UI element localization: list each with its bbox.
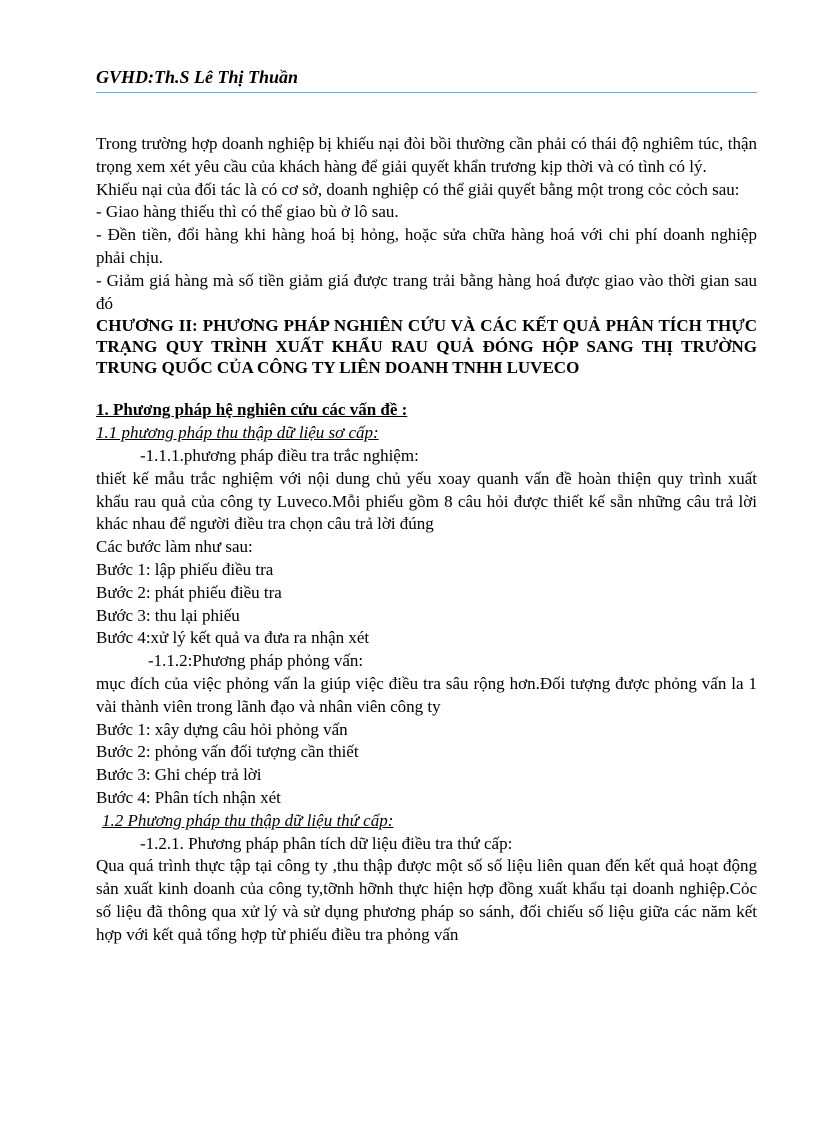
bullet-item: - Giảm giá hàng mà số tiền giảm giá được trang trải bằng hàng hoá được giao vào thời gian sau đó — [96, 270, 757, 313]
subsubsection-heading: -1.1.2:Phương pháp phỏng vấn: — [148, 651, 364, 671]
subsubsection-heading: -1.1.1.phương pháp điều tra trắc nghiệm: — [140, 445, 419, 465]
header-title: GVHD:Th.S Lê Thị Thuần — [96, 67, 299, 87]
step-item: Bước 4:xử lý kết quả va đưa ra nhận xét — [96, 628, 370, 648]
intro-paragraph: Trong trường hợp doanh nghiệp bị khiếu nại đòi bồi thường cần phải có thái độ nghiêm túc, thận trọng xem xét yêu cầu của khách hàng để giải quyết khẩn trương kịp thời và có tình có lý. — [96, 134, 757, 176]
step-item: Bước 1: lập phiếu điều tra — [96, 559, 274, 579]
spacer — [96, 378, 757, 399]
bullet-item: - Đền tiền, đổi hàng khi hàng hoá bị hỏng, hoặc sửa chữa hàng hoá với chi phí doanh nghiệp phải chịu. — [96, 225, 757, 267]
header-divider — [96, 92, 757, 93]
subsection-heading: 1.1 phương pháp thu thập dữ liệu sơ cấp: — [96, 423, 379, 443]
document-body — [96, 133, 757, 947]
steps-intro: Các bước làm như sau: — [96, 537, 253, 557]
subsubsection-heading: -1.2.1. Phương pháp phân tích dữ liệu điều tra thứ cấp: — [140, 833, 513, 853]
step-item: Bước 1: xây dựng câu hỏi phỏng vấn — [96, 719, 348, 739]
chapter-title: CHƯƠNG II: PHƯƠNG PHÁP NGHIÊN CỨU VÀ CÁC KẾT QUẢ PHÂN TÍCH THỰC TRẠNG QUY TRÌNH XUẤT KHẨU RAU QUẢ ĐÓNG HỘP SANG THỊ TRƯỜNG TRUNG QUỐC CỦA CÔNG TY LIÊN DOANH TNHH LUVECO — [96, 316, 757, 378]
step-item: Bước 2: phát phiếu điều tra — [96, 582, 282, 602]
interview-paragraph: mục đích của việc phỏng vấn la giúp việc điều tra sâu rộng hơn.Đối tượng được phỏng vấn la 1 vài thành viên trong lãnh đạo và nhân viên công ty — [96, 673, 757, 716]
step-item: Bước 3: thu lại phiếu — [96, 605, 240, 625]
step-item: Bước 2: phỏng vấn đối tượng cần thiết — [96, 742, 359, 762]
complaint-paragraph: Khiếu nại của đối tác là có cơ sở, doanh nghiệp có thể giải quyết bằng một trong cỏc cỏch sau: — [96, 179, 740, 199]
bullet-item: - Giao hàng thiếu thì có thể giao bù ở lô sau. — [96, 202, 399, 222]
step-item: Bước 4: Phân tích nhận xét — [96, 787, 281, 807]
secondary-data-paragraph: Qua quá trình thực tập tại công ty ,thu thập được một số số liệu liên quan đến kết quả hoạt động sản xuất kinh doanh của công ty,tỡnh hỡnh thực hiện hợp đồng xuất khẩu tại doanh nghiệp.Cỏc số liệu đã thông qua xử lý và sử dụng phương pháp so sánh, đối chiếu số liệu giữa các năm kết hợp với kết quả tổng hợp từ phiếu điều tra phỏng vấn — [96, 856, 757, 944]
page-header — [96, 66, 757, 88]
section-heading: 1. Phương pháp hệ nghiên cứu các vấn đề : — [96, 400, 408, 420]
step-item: Bước 3: Ghi chép trả lời — [96, 765, 262, 785]
subsection-heading: 1.2 Phương pháp thu thập dữ liệu thứ cấp: — [102, 810, 394, 830]
survey-paragraph: thiết kế mẫu trắc nghiệm với nội dung chủ yếu xoay quanh vấn đề hoàn thiện quy trình xuất khẩu rau quả của công ty Luveco.Mỗi phiếu gồm 8 câu hỏi được thiết kế sẵn những câu trả lời khác nhau để người điều tra chọn câu trả lời đúng — [96, 468, 757, 534]
